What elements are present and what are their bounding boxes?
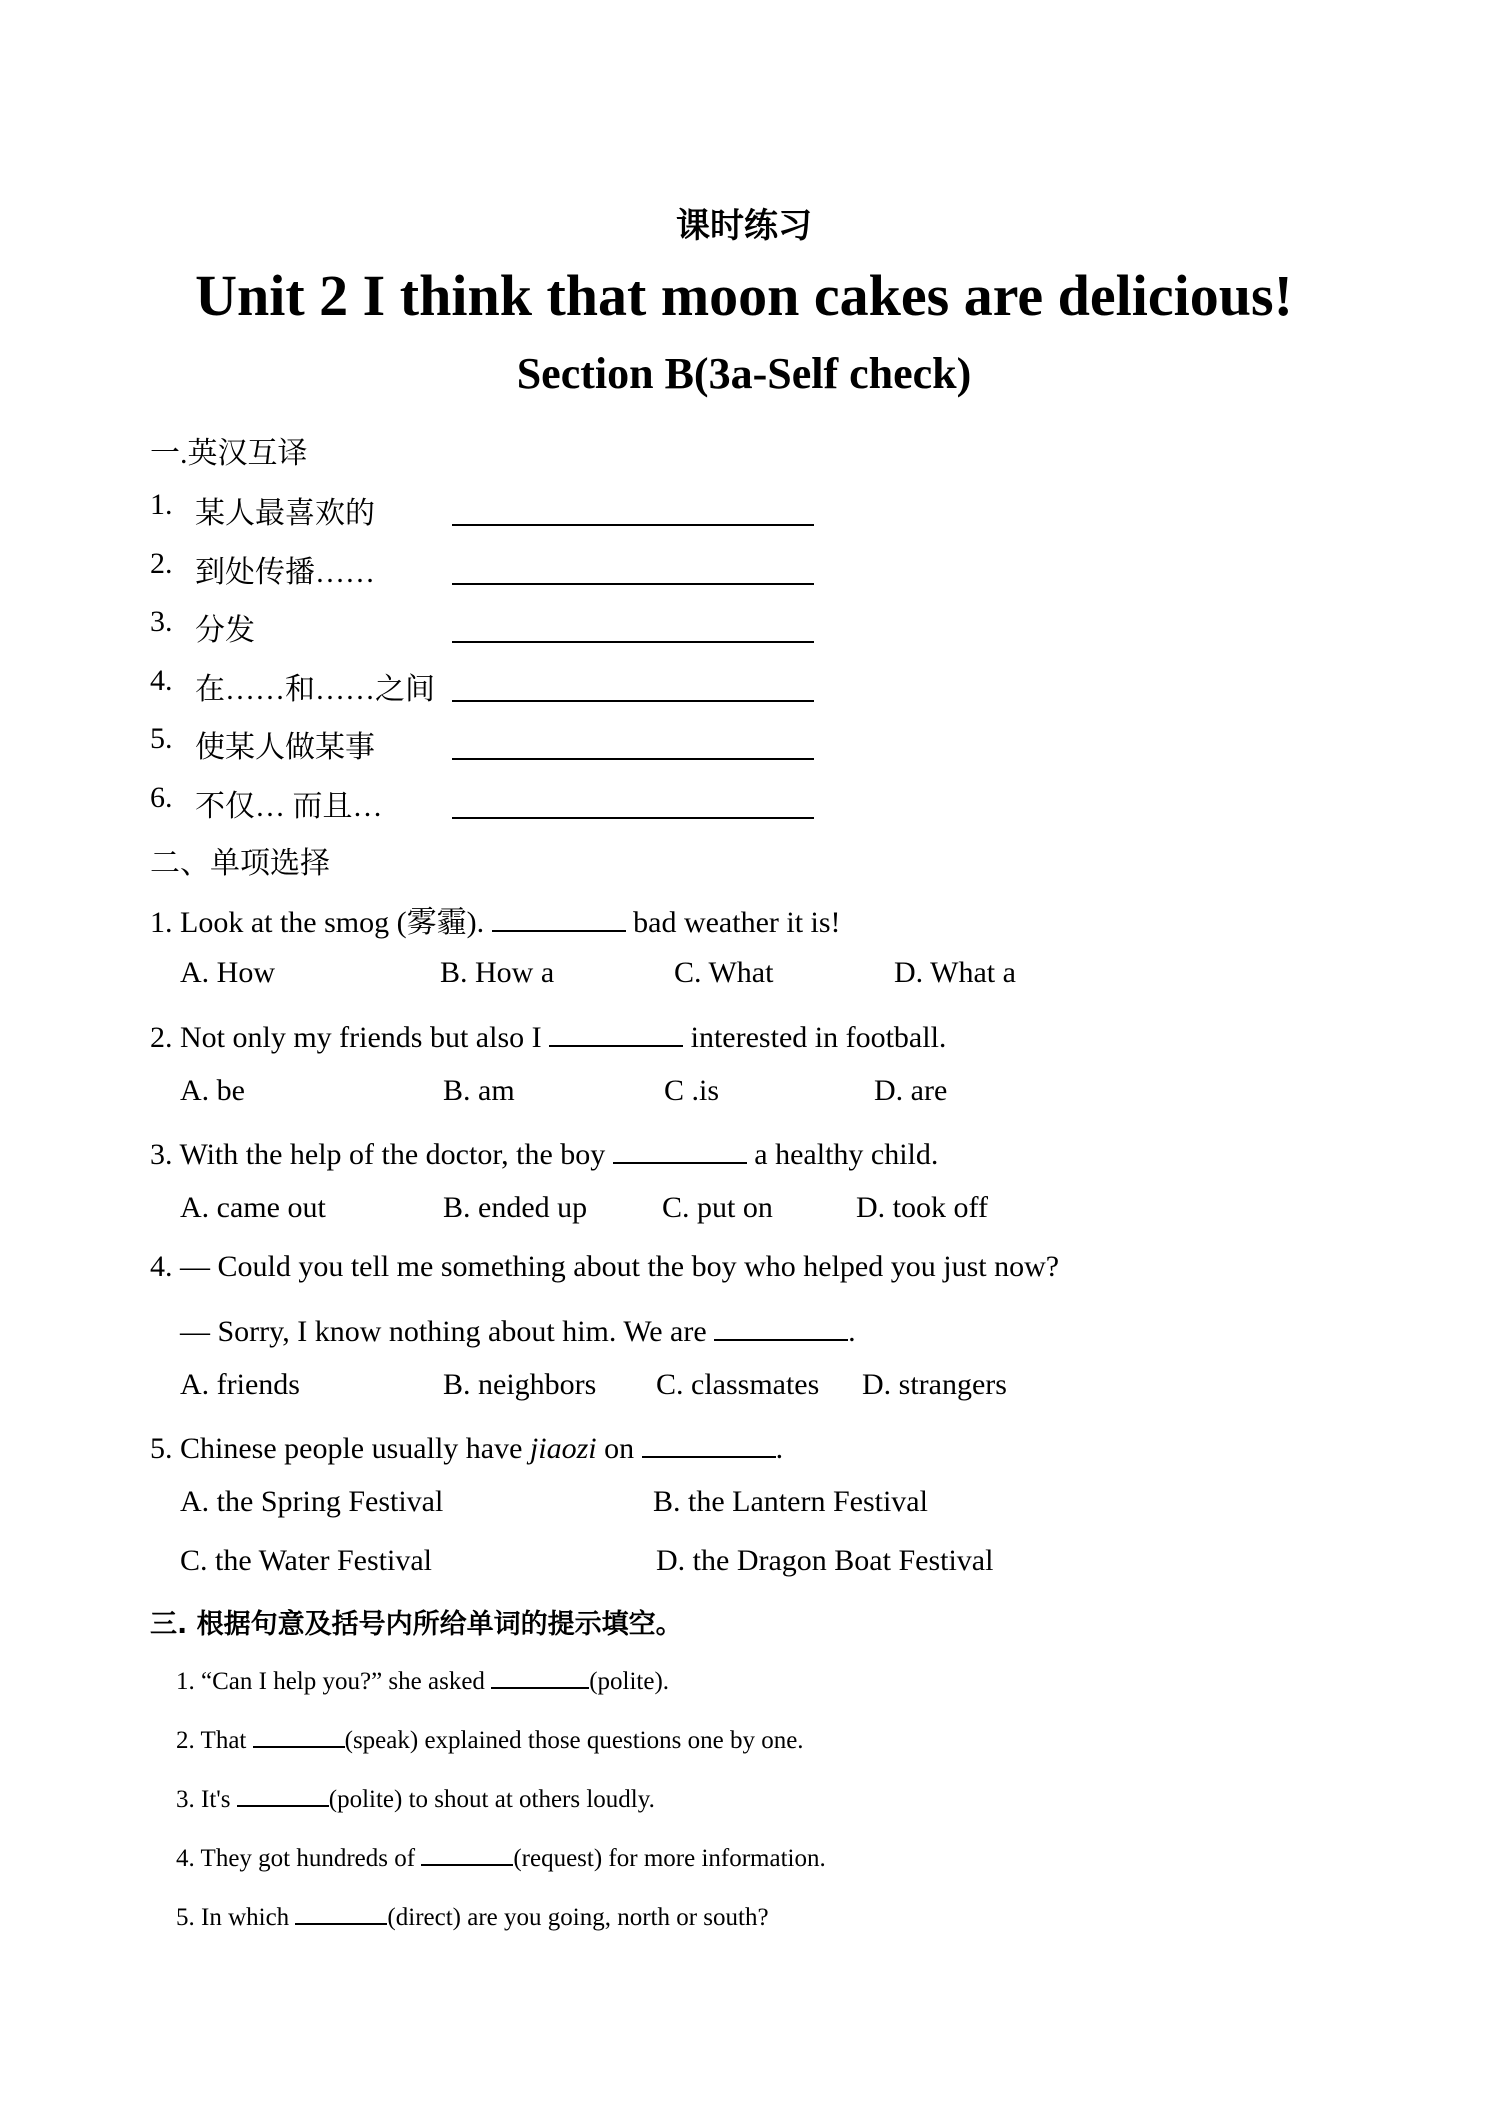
section-title: Section B(3a-Self check) [516, 349, 972, 398]
answer-blank[interactable] [642, 1426, 776, 1458]
part3-heading: 三. 根据句意及括号内所给单词的提示填空。 [150, 1609, 683, 1640]
answer-blank[interactable] [452, 583, 814, 585]
question-text: bad weather it is! [625, 906, 841, 939]
question-text: . [848, 1315, 856, 1348]
translation-item [0, 488, 1000, 528]
item-number: 3. [150, 605, 173, 638]
translation-item [0, 605, 1000, 645]
fill-item [176, 1781, 655, 1814]
option-d[interactable]: D. took off [856, 1191, 988, 1224]
item-text: 使某人做某事 [195, 731, 375, 764]
item-number: 2. [150, 547, 173, 580]
answer-blank[interactable] [295, 1899, 387, 1925]
option-a[interactable]: A. How [180, 956, 275, 989]
answer-blank[interactable] [253, 1722, 345, 1748]
option-b[interactable]: B. ended up [443, 1191, 588, 1224]
item-text: 1. “Can I help you?” she asked [176, 1668, 492, 1695]
question-text: — Sorry, I know nothing about him. We are [180, 1315, 715, 1348]
option-b[interactable]: B. How a [440, 956, 555, 989]
option-a[interactable]: A. the Spring Festival [180, 1485, 444, 1518]
answer-blank[interactable] [714, 1309, 848, 1341]
page-subtitle: 课时练习 [676, 206, 812, 246]
option-c[interactable]: C. What [674, 956, 774, 989]
option-c[interactable]: C. put on [662, 1191, 773, 1224]
item-text: (request) for more information. [513, 1845, 826, 1872]
answer-blank[interactable] [452, 641, 814, 643]
question-text: 2. Not only my friends but also I [150, 1021, 550, 1054]
item-number: 6. [150, 781, 173, 814]
item-text: 不仅… 而且… [195, 790, 383, 823]
fill-item [176, 1663, 669, 1696]
item-text: 分发 [195, 614, 255, 647]
option-c[interactable]: C. classmates [656, 1368, 820, 1401]
option-b[interactable]: B. am [443, 1074, 515, 1107]
item-text: 4. They got hundreds of [176, 1845, 422, 1872]
item-text: (speak) explained those questions one by one. [344, 1727, 804, 1754]
option-d[interactable]: D. the Dragon Boat Festival [656, 1544, 994, 1577]
answer-blank[interactable] [491, 1663, 589, 1689]
answer-blank[interactable] [452, 700, 814, 702]
question-4 [150, 1250, 1059, 1284]
translation-item [0, 664, 1000, 704]
question-text: 4. — Could you tell me something about the boy who helped you just now? [150, 1250, 1060, 1283]
option-b[interactable]: B. neighbors [443, 1368, 597, 1401]
fill-item [176, 1840, 826, 1873]
answer-blank[interactable] [421, 1840, 513, 1866]
option-d[interactable]: D. What a [894, 956, 1016, 989]
question-text: a healthy child. [746, 1138, 939, 1171]
translation-item [0, 781, 1000, 821]
question-text: 3. With the help of the doctor, the boy [150, 1138, 613, 1171]
option-a[interactable]: A. came out [180, 1191, 326, 1224]
question-1 [150, 897, 841, 941]
option-d[interactable]: D. are [874, 1074, 948, 1107]
answer-blank[interactable] [549, 1015, 683, 1047]
item-text: 某人最喜欢的 [195, 497, 375, 530]
question-text: . [775, 1432, 784, 1465]
page-title: Unit 2 I think that moon cakes are delicious! [195, 263, 1293, 328]
item-text: 2. That [176, 1727, 253, 1754]
option-c[interactable]: C .is [664, 1074, 720, 1107]
option-d[interactable]: D. strangers [862, 1368, 1007, 1401]
question-italic-word: jiaozi [529, 1432, 597, 1465]
answer-blank[interactable] [452, 524, 814, 526]
question-text: 5. Chinese people usually have [150, 1432, 530, 1465]
answer-blank[interactable] [237, 1781, 329, 1807]
question-3 [150, 1132, 938, 1172]
item-number: 1. [150, 488, 173, 521]
item-text: 到处传播…… [195, 556, 375, 589]
option-b[interactable]: B. the Lantern Festival [653, 1485, 928, 1518]
answer-blank[interactable] [613, 1132, 747, 1164]
question-text: 1. Look at the smog (雾霾). [150, 906, 492, 939]
answer-blank[interactable] [492, 900, 626, 932]
item-text: (direct) are you going, north or south? [387, 1904, 769, 1931]
item-number: 4. [150, 664, 173, 697]
part2-heading: 二、单项选择 [150, 847, 330, 880]
answer-blank[interactable] [452, 817, 814, 819]
item-text: 5. In which [176, 1904, 296, 1931]
item-text: 3. It's [176, 1786, 237, 1813]
part1-heading: 一.英汉互译 [150, 437, 308, 470]
translation-item [0, 547, 1000, 587]
fill-item [176, 1899, 769, 1932]
item-number: 5. [150, 722, 173, 755]
question-text: interested in football. [683, 1021, 947, 1054]
question-5 [150, 1426, 783, 1466]
question-4-line2 [180, 1309, 856, 1349]
option-c[interactable]: C. the Water Festival [180, 1544, 432, 1577]
item-text: 在……和……之间 [195, 673, 435, 706]
option-a[interactable]: A. be [180, 1074, 245, 1107]
item-text: (polite). [589, 1668, 670, 1695]
translation-item [0, 722, 1000, 762]
question-2 [150, 1015, 946, 1055]
option-a[interactable]: A. friends [180, 1368, 300, 1401]
question-text: on [596, 1432, 642, 1465]
fill-item [176, 1722, 804, 1755]
answer-blank[interactable] [452, 758, 814, 760]
item-text: (polite) to shout at others loudly. [328, 1786, 655, 1813]
